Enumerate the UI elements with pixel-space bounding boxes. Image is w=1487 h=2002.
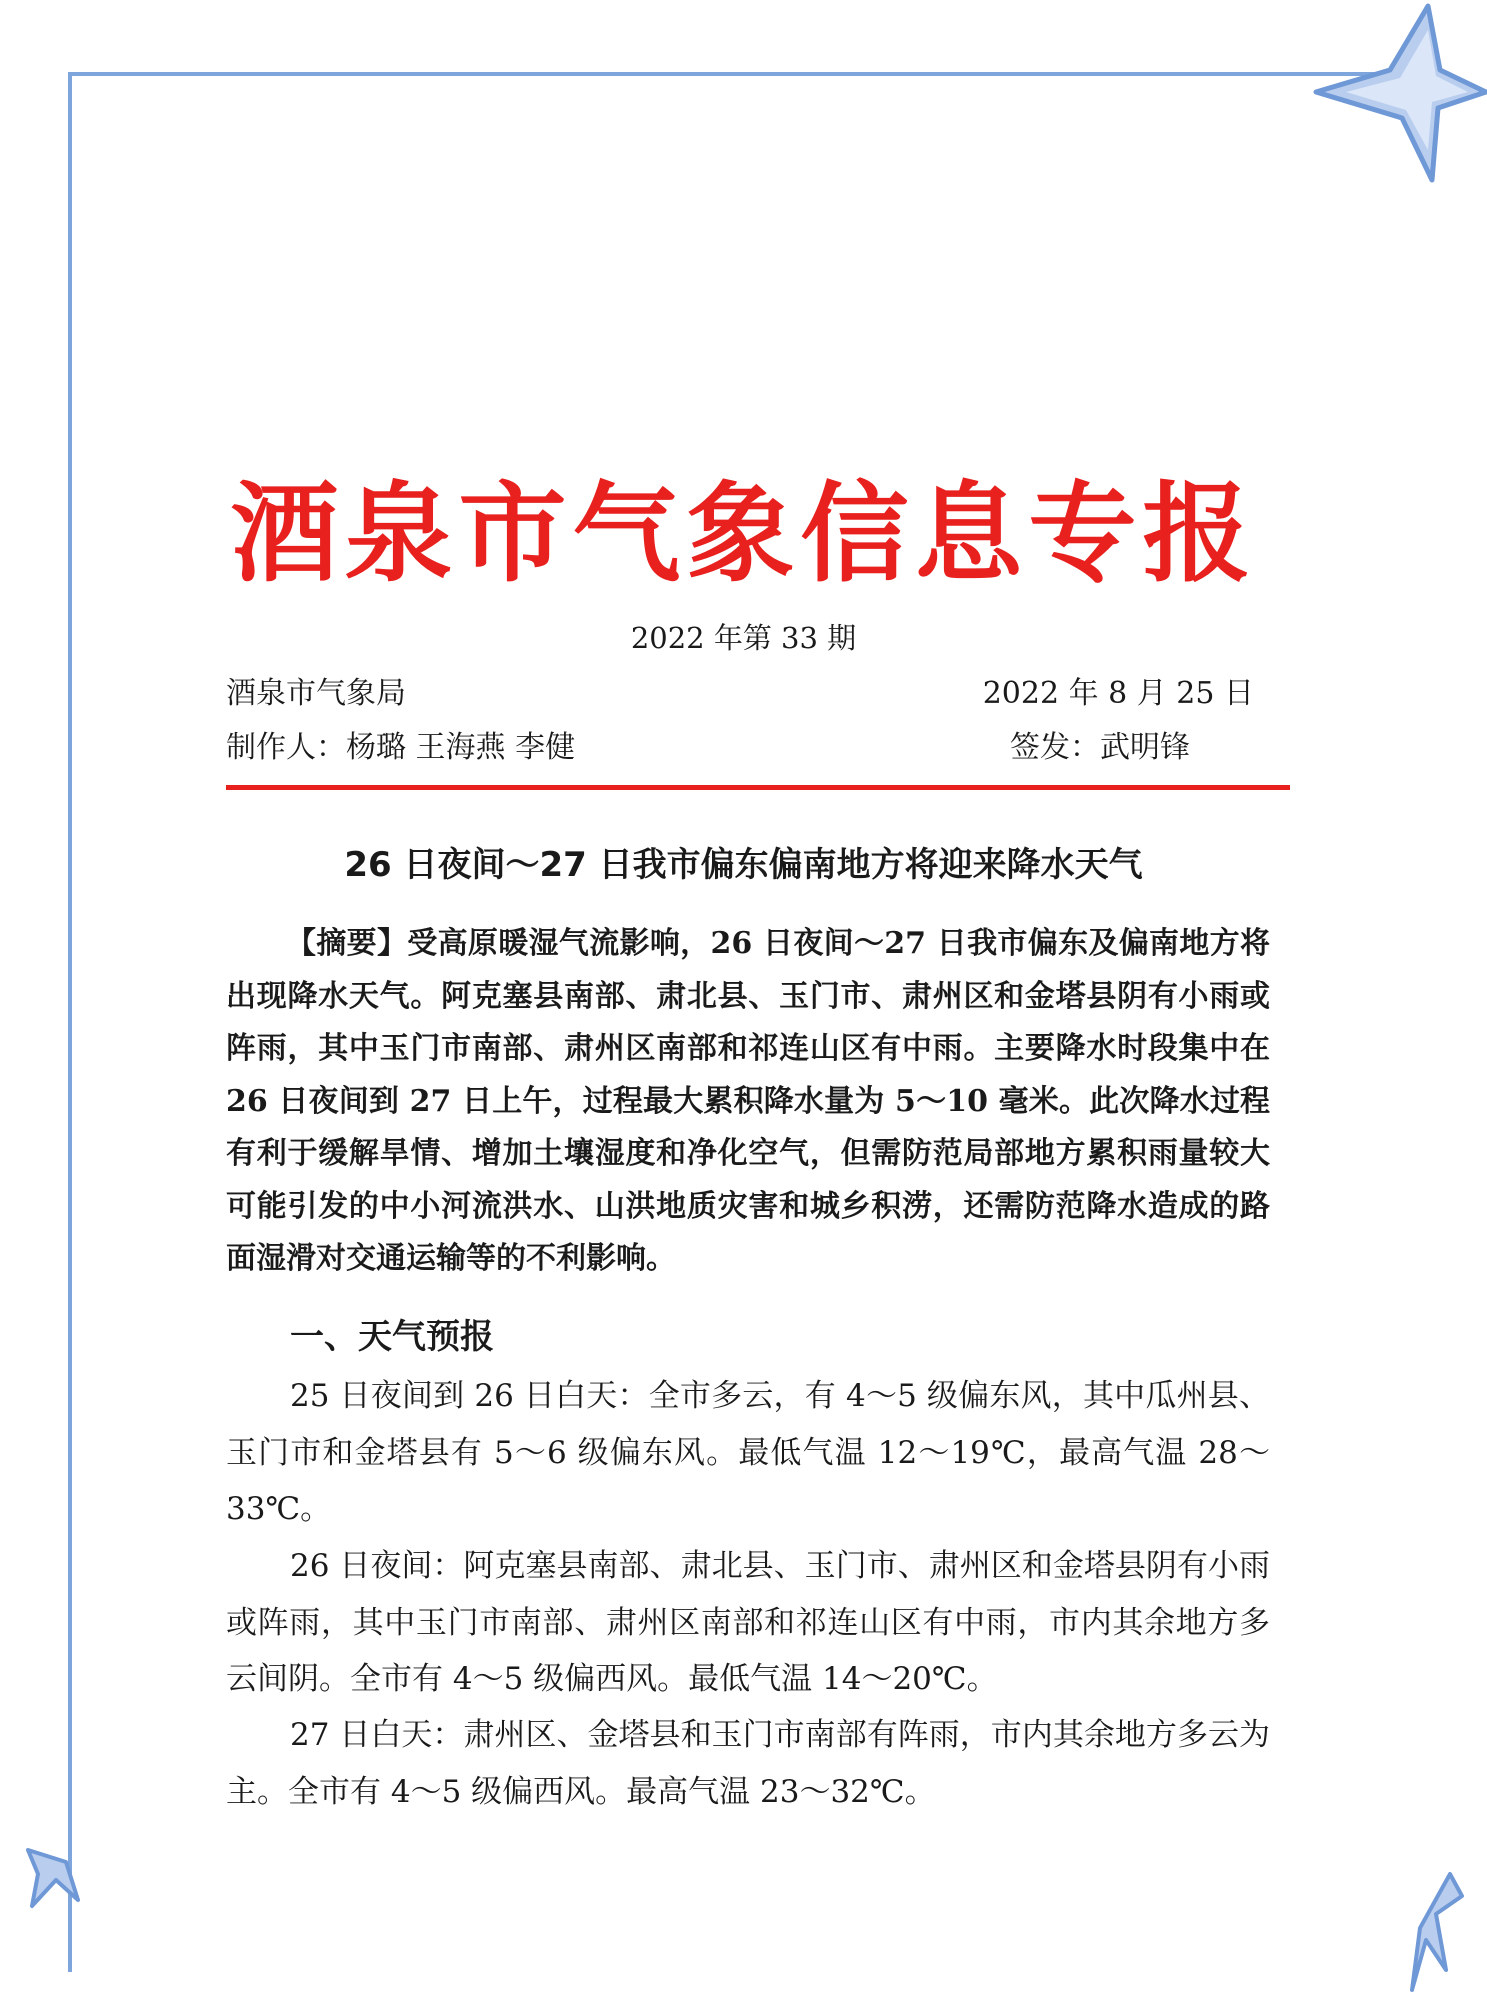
abstract bbox=[226, 918, 1270, 1286]
section-title: 一、天气预报 bbox=[290, 1317, 494, 1357]
issuer: 酒泉市气象局 bbox=[226, 676, 406, 711]
issue-number: 2022 年第 33 期 bbox=[630, 621, 857, 655]
signer: 签发：武明锋 bbox=[1010, 730, 1190, 765]
authors: 制作人：杨璐 王海燕 李健 bbox=[226, 730, 576, 765]
forecast-paragraph: 26 日夜间：阿克塞县南部、肃北县、玉门市、肃州区和金塔县阴有小雨或阵雨，其中玉门市南部、肃州区南部和祁连山区有中雨，市内其余地方多云间阴。全市有 4～5 级偏西风。最低气温 14～20℃。 bbox=[226, 1548, 1270, 1697]
red-divider bbox=[226, 785, 1290, 790]
forecast-paragraph: 25 日夜间到 26 日白天：全市多云，有 4～5 级偏东风，其中瓜州县、玉门市和金塔县有 5～6 级偏东风。最低气温 12～19℃，最高气温 28～33℃。 bbox=[226, 1378, 1270, 1527]
abstract-text: 受高原暖湿气流影响，26 日夜间～27 日我市偏东及偏南地方将出现降水天气。阿克塞县南部、肃北县、玉门市、肃州区和金塔县阴有小雨或阵雨，其中玉门市南部、肃州区南部和祁连山区有中雨。主要降水时段集中在 26 日夜间到 27 日上午，过程最大累积降水量为 5～10 毫米。此次降水过程有利于缓解旱情、增加土壤湿度和净化空气，但需防范局部地方累积雨量较大可能引发的中小河流洪水、山洪地质灾害和城乡积涝，还需防范降水造成的路面湿滑对交通运输等的不利影响。 bbox=[226, 926, 1270, 1276]
issue-date: 2022 年 8 月 25 日 bbox=[982, 676, 1254, 711]
star-icon bbox=[1406, 1870, 1466, 2000]
star-icon bbox=[20, 1840, 80, 1920]
meta-row-2 bbox=[226, 728, 1254, 768]
headline: 26 日夜间～27 日我市偏东偏南地方将迎来降水天气 bbox=[344, 845, 1143, 885]
forecast-paragraph: 27 日白天：肃州区、金塔县和玉门市南部有阵雨，市内其余地方多云为主。全市有 4～5 级偏西风。最高气温 23～32℃。 bbox=[226, 1717, 1270, 1810]
star-icon bbox=[1310, 0, 1487, 190]
meta-row-1 bbox=[226, 674, 1254, 714]
abstract-label: 【摘要】 bbox=[286, 926, 408, 961]
document-title: 酒泉市气象信息专报 bbox=[230, 472, 1257, 597]
